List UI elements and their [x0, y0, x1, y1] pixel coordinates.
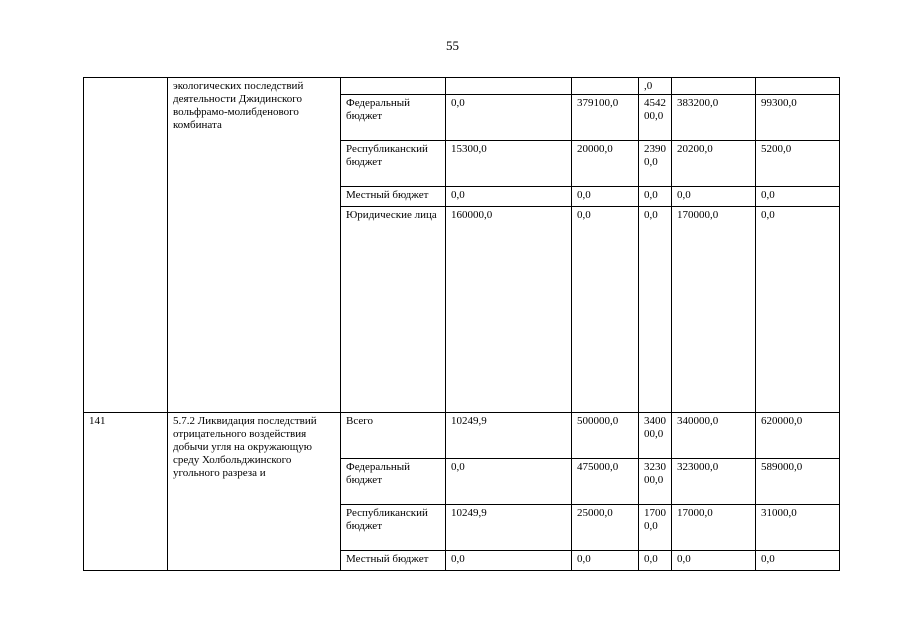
- budget-table: [83, 77, 840, 571]
- row-number-cell: [84, 78, 168, 413]
- value-cell: [572, 78, 639, 95]
- value-cell: 25000,0: [572, 505, 639, 551]
- value-cell: 99300,0: [756, 95, 840, 141]
- value-cell: 0,0: [672, 551, 756, 571]
- value-cell: 0,0: [639, 187, 672, 207]
- funding-source-cell: Республиканский бюджет: [341, 505, 446, 551]
- measure-description-cell: экологических последствий деятельности Джидинского вольфрамо-молибденового комбината: [168, 78, 341, 413]
- value-cell: 0,0: [639, 207, 672, 413]
- value-cell: ,0: [639, 78, 672, 95]
- value-cell: 0,0: [446, 551, 572, 571]
- table-row: [84, 78, 840, 95]
- value-cell: 20200,0: [672, 141, 756, 187]
- value-cell: 31000,0: [756, 505, 840, 551]
- value-cell: 0,0: [572, 207, 639, 413]
- value-cell: [446, 78, 572, 95]
- page-number: 55: [446, 38, 459, 53]
- table-row: [84, 413, 840, 459]
- value-cell: 15300,0: [446, 141, 572, 187]
- value-cell: 160000,0: [446, 207, 572, 413]
- value-cell: 0,0: [446, 459, 572, 505]
- funding-source-cell: Юридические лица: [341, 207, 446, 413]
- funding-source-cell: [341, 78, 446, 95]
- value-cell: 20000,0: [572, 141, 639, 187]
- value-cell: 17000,0: [672, 505, 756, 551]
- value-cell: 340000,0: [639, 413, 672, 459]
- row-number-cell: 141: [84, 413, 168, 571]
- value-cell: 17000,0: [639, 505, 672, 551]
- value-cell: 0,0: [756, 187, 840, 207]
- value-cell: 475000,0: [572, 459, 639, 505]
- funding-source-cell: Республиканский бюджет: [341, 141, 446, 187]
- value-cell: 0,0: [572, 551, 639, 571]
- value-cell: 5200,0: [756, 141, 840, 187]
- value-cell: 23900,0: [639, 141, 672, 187]
- value-cell: 340000,0: [672, 413, 756, 459]
- value-cell: 620000,0: [756, 413, 840, 459]
- funding-source-cell: Местный бюджет: [341, 551, 446, 571]
- value-cell: 0,0: [639, 551, 672, 571]
- funding-source-cell: Всего: [341, 413, 446, 459]
- value-cell: [672, 78, 756, 95]
- value-cell: 383200,0: [672, 95, 756, 141]
- value-cell: [756, 78, 840, 95]
- value-cell: 170000,0: [672, 207, 756, 413]
- funding-source-cell: Федеральный бюджет: [341, 459, 446, 505]
- value-cell: 323000,0: [639, 459, 672, 505]
- value-cell: 589000,0: [756, 459, 840, 505]
- value-cell: 323000,0: [672, 459, 756, 505]
- value-cell: 0,0: [756, 551, 840, 571]
- value-cell: 10249,9: [446, 413, 572, 459]
- funding-source-cell: Федеральный бюджет: [341, 95, 446, 141]
- measure-description-cell: 5.7.2 Ликвидация последствий отрицательного воздействия добычи угля на окружающую среду Холбольджинского угольного разреза и: [168, 413, 341, 571]
- funding-source-cell: Местный бюджет: [341, 187, 446, 207]
- value-cell: 379100,0: [572, 95, 639, 141]
- value-cell: 0,0: [572, 187, 639, 207]
- value-cell: 10249,9: [446, 505, 572, 551]
- value-cell: 0,0: [446, 187, 572, 207]
- value-cell: 0,0: [672, 187, 756, 207]
- value-cell: 454200,0: [639, 95, 672, 141]
- value-cell: 0,0: [756, 207, 840, 413]
- value-cell: 500000,0: [572, 413, 639, 459]
- value-cell: 0,0: [446, 95, 572, 141]
